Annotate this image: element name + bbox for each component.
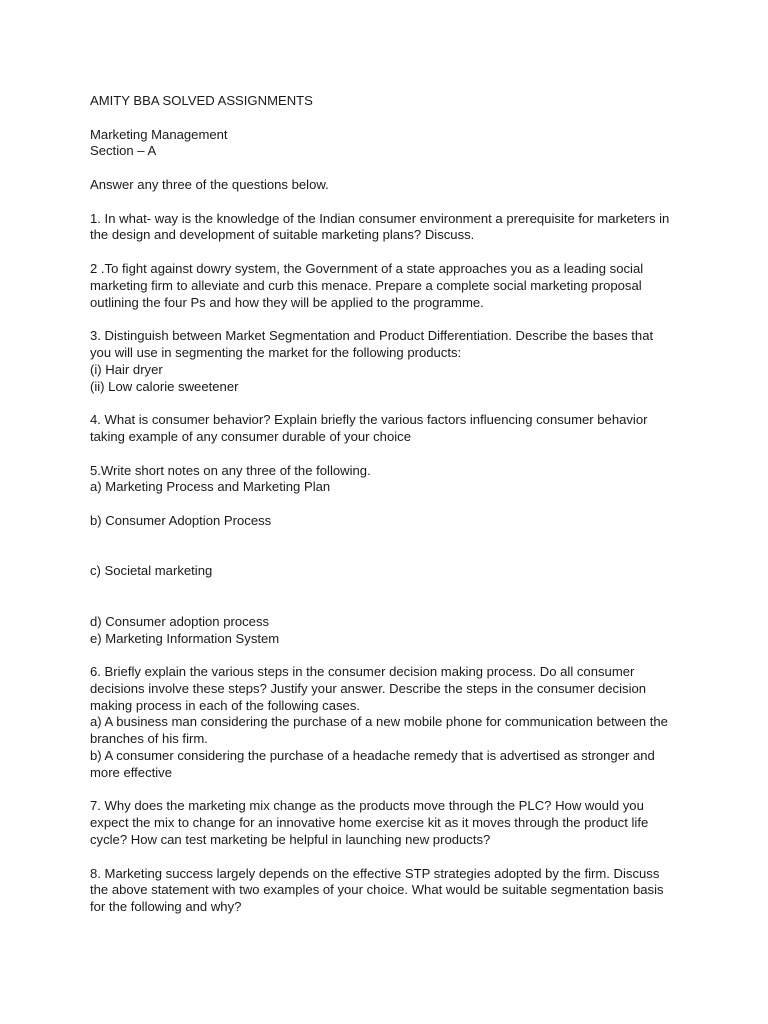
question-7 <box>90 798 690 848</box>
question-line: 3. Distinguish between Market Segmentation and Product Differentiation. Describe the bases that <box>90 328 654 344</box>
short-note-item: b) Consumer Adoption Process <box>90 512 272 528</box>
question-line: marketing firm to alleviate and curb this menace. Prepare a complete social marketing proposal <box>90 277 642 293</box>
question-line: cycle? How can test marketing be helpful in launching new products? <box>90 832 491 848</box>
question-line: making process in each of the following cases. <box>90 697 361 713</box>
question-line: decisions involve these steps? Justify your answer. Describe the steps in the consumer decision <box>90 680 647 696</box>
question-line: 8. Marketing success largely depends on the effective STP strategies adopted by the firm. Discuss <box>90 865 660 881</box>
document-header: AMITY BBA SOLVED ASSIGNMENTS <box>90 93 313 108</box>
question-line: 7. Why does the marketing mix change as the products move through the PLC? How would you <box>90 798 644 814</box>
question-3 <box>90 328 690 395</box>
question-line: more effective <box>90 764 172 780</box>
question-line: b) A consumer considering the purchase of a headache remedy that is advertised as stronger and <box>90 748 655 764</box>
question-line: 5.Write short notes on any three of the following. <box>90 462 371 478</box>
question-line: you will use in segmenting the market for the following products: <box>90 344 462 360</box>
question-line: 6. Briefly explain the various steps in the consumer decision making process. Do all consumer <box>90 664 635 680</box>
short-note-item: a) Marketing Process and Marketing Plan <box>90 479 331 495</box>
document-body <box>90 93 690 916</box>
question-8 <box>90 866 690 916</box>
question-line: 4. What is consumer behavior? Explain briefly the various factors influencing consumer behavior <box>90 412 648 428</box>
question-line: expect the mix to change for an innovative home exercise kit as it moves through the product life <box>90 815 649 831</box>
question-line: (i) Hair dryer <box>90 361 163 377</box>
question-line: outlining the four Ps and how they will be applied to the programme. <box>90 294 484 310</box>
short-note-item: e) Marketing Information System <box>90 630 280 646</box>
question-2 <box>90 261 690 311</box>
question-line: 1. In what- way is the knowledge of the Indian consumer environment a prerequisite for marketers in <box>90 210 670 226</box>
question-line: (ii) Low calorie sweetener <box>90 378 239 394</box>
question-4 <box>90 412 690 446</box>
question-5 <box>90 463 690 648</box>
section-title: Section – A <box>90 143 157 159</box>
instruction-text: Answer any three of the questions below. <box>90 176 329 192</box>
subject-title: Marketing Management <box>90 126 228 142</box>
question-line: a) A business man considering the purchase of a new mobile phone for communication between the <box>90 714 668 730</box>
question-line: 2 .To fight against dowry system, the Government of a state approaches you as a leading social <box>90 260 644 276</box>
short-note-item: c) Societal marketing <box>90 563 213 579</box>
question-line: the design and development of suitable marketing plans? Discuss. <box>90 227 475 243</box>
question-line: taking example of any consumer durable of your choice <box>90 428 411 444</box>
question-line: the above statement with two examples of your choice. What would be suitable segmentation basis <box>90 882 664 898</box>
question-line: branches of his firm. <box>90 731 208 747</box>
question-6 <box>90 664 690 782</box>
short-note-item: d) Consumer adoption process <box>90 613 270 629</box>
question-line: for the following and why? <box>90 899 242 915</box>
question-1 <box>90 211 690 245</box>
